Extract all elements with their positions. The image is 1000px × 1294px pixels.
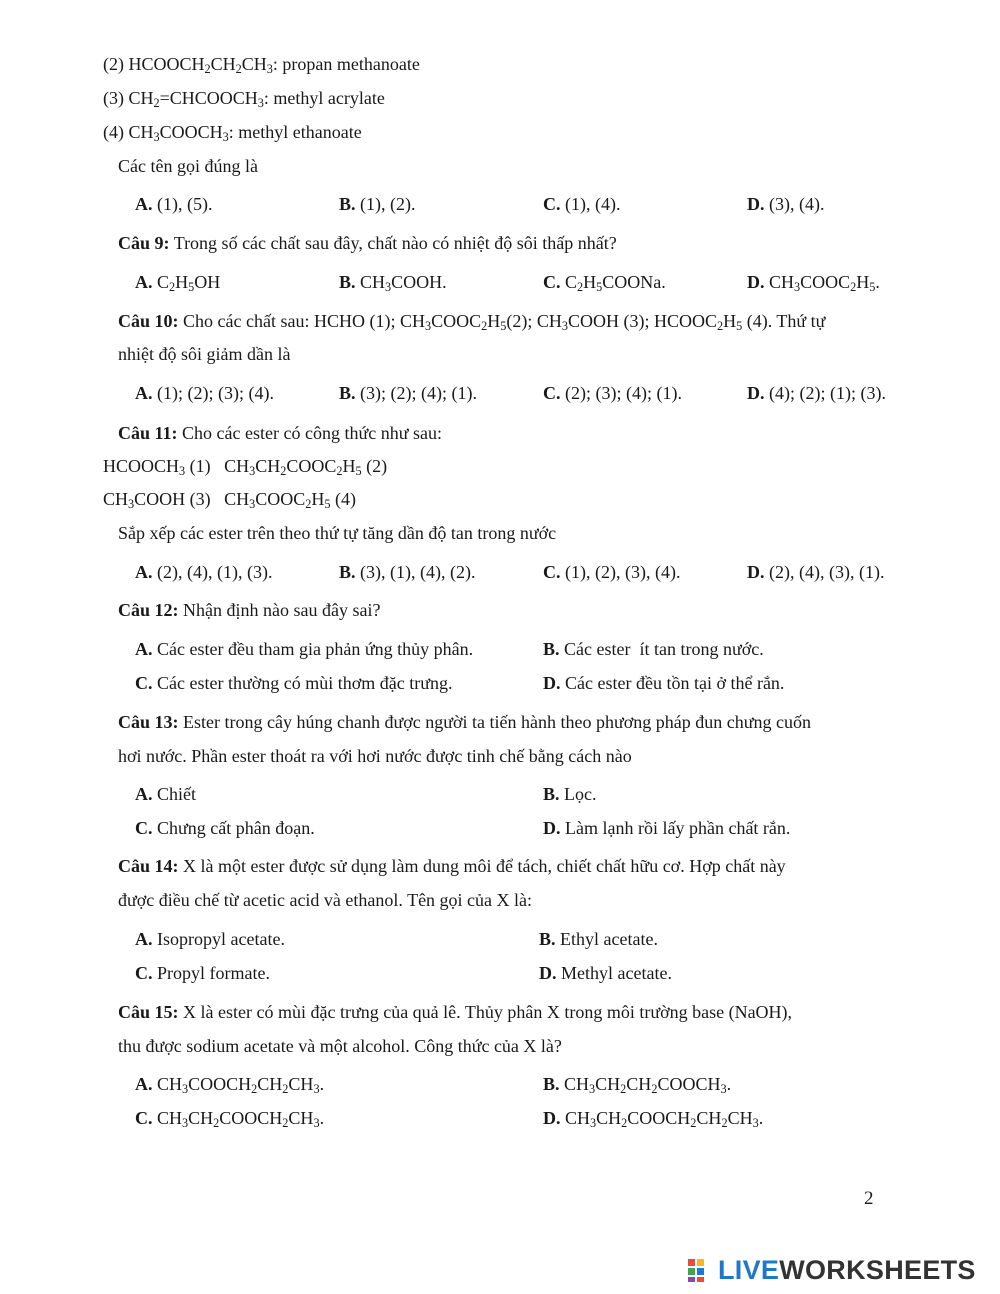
q11-prompt: Sắp xếp các ester trên theo thứ tự tăng dần độ tan trong nước [118,523,557,543]
question-15: Câu 15: X là ester có mùi đặc trưng của quả lê. Thủy phân X trong môi trường base (NaOH), [118,1002,793,1022]
q15-option-d[interactable]: D. $CH_3CH_2COOCH_2CH_2CH_3$. [543,1108,764,1131]
question-10: Câu 10: Cho các chất sau: HCHO (1); $CH_3COOC_2H_5(2)$; $CH_3COOH$ (3); $HCOOC_2H_5$ (4). Thứ tự [118,311,826,334]
question-12: Câu 12: Nhận định nào sau đây sai? [118,600,381,620]
q10-option-d[interactable]: D. (4); (2); (1); (3). [747,383,886,403]
question-14: Câu 14: X là một ester được sử dụng làm dung môi để tách, chiết chất hữu cơ. Hợp chất này [118,856,786,876]
question-10-line2: nhiệt độ sôi giảm dần là [118,344,291,364]
q11-option-d[interactable]: D. (2), (4), (3), (1). [747,562,885,582]
liveworksheets-logo-icon [688,1257,714,1283]
q12-option-c[interactable]: C. Các ester thường có mùi thơm đặc trưng. [135,673,453,693]
intro-item-2: (2) $HCOOCH_2CH_2CH_3$: propan methanoate [103,54,420,77]
liveworksheets-logo [688,1254,976,1286]
q15-option-c[interactable]: C. $CH_3CH_2COOCH_2CH_3$. [135,1108,325,1131]
q15-option-b[interactable]: B. $CH_3CH_2CH_2COOCH_3$. [543,1074,732,1097]
q12-option-d[interactable]: D. Các ester đều tồn tại ở thể rắn. [543,673,785,693]
question-9: Câu 9: Trong số các chất sau đây, chất nào có nhiệt độ sôi thấp nhất? [118,233,617,253]
q12-option-b[interactable]: B. Các ester ít tan trong nước. [543,639,764,659]
q9-option-c[interactable]: C. $C_2H_5COONa$. [543,272,666,295]
question-13-line2: hơi nước. Phần ester thoát ra với hơi nước được tinh chế bằng cách nào [118,746,632,766]
liveworksheets-logo-text: LIVEWORKSHEETS [718,1254,976,1285]
q13-option-d[interactable]: D. Làm lạnh rồi lấy phần chất rắn. [543,818,791,838]
q14-option-a[interactable]: A. Isopropyl acetate. [135,929,285,949]
q10-option-c[interactable]: C. (2); (3); (4); (1). [543,383,682,403]
q14-option-c[interactable]: C. Propyl formate. [135,963,270,983]
q13-option-c[interactable]: C. Chưng cất phân đoạn. [135,818,315,838]
question-15-line2: thu được sodium acetate và một alcohol. Công thức của X là? [118,1036,562,1056]
intro-option-b[interactable]: B. (1), (2). [339,194,416,214]
intro-option-c[interactable]: C. (1), (4). [543,194,621,214]
intro-option-d[interactable]: D. (3), (4). [747,194,825,214]
q10-option-a[interactable]: A. (1); (2); (3); (4). [135,383,274,403]
page-number: 2 [864,1188,874,1209]
q11-option-c[interactable]: C. (1), (2), (3), (4). [543,562,681,582]
question-11: Câu 11: Cho các ester có công thức như sau: [118,423,442,443]
q15-option-a[interactable]: A. $CH_3COOCH_2CH_2CH_3$. [135,1074,325,1097]
q12-option-a[interactable]: A. Các ester đều tham gia phản ứng thủy phân. [135,639,474,659]
q9-option-a[interactable]: A. $C_2H_5OH$ [135,272,221,295]
q14-option-d[interactable]: D. Methyl acetate. [539,963,672,983]
question-14-line2: được điều chế từ acetic acid và ethanol. Tên gọi của X là: [118,890,533,910]
q11-compound-list-2: $CH_3COOH$ (3) $CH_3COOC_2H_5$ (4) [103,489,357,512]
q9-option-b[interactable]: B. $CH_3COOH$. [339,272,447,295]
intro-item-4: (4) $CH_3COOCH_3$: methyl ethanoate [103,122,362,145]
q10-option-b[interactable]: B. (3); (2); (4); (1). [339,383,477,403]
q9-option-d[interactable]: D. $CH_3COOC_2H_5$. [747,272,880,295]
q11-option-b[interactable]: B. (3), (1), (4), (2). [339,562,476,582]
q11-option-a[interactable]: A. (2), (4), (1), (3). [135,562,273,582]
question-13: Câu 13: Ester trong cây húng chanh được người ta tiến hành theo phương pháp đun chưng cuốn [118,712,811,732]
intro-item-3: (3) $CH_2=CHCOOCH_3$: methyl acrylate [103,88,385,111]
intro-option-a[interactable]: A. (1), (5). [135,194,213,214]
q11-compound-list-1: $HCOOCH_3$ (1) $CH_3CH_2COOC_2H_5$ (2) [103,456,388,479]
intro-prompt: Các tên gọi đúng là [118,156,258,176]
q14-option-b[interactable]: B. Ethyl acetate. [539,929,658,949]
q13-option-b[interactable]: B. Lọc. [543,784,597,804]
q13-option-a[interactable]: A. Chiết [135,784,196,804]
